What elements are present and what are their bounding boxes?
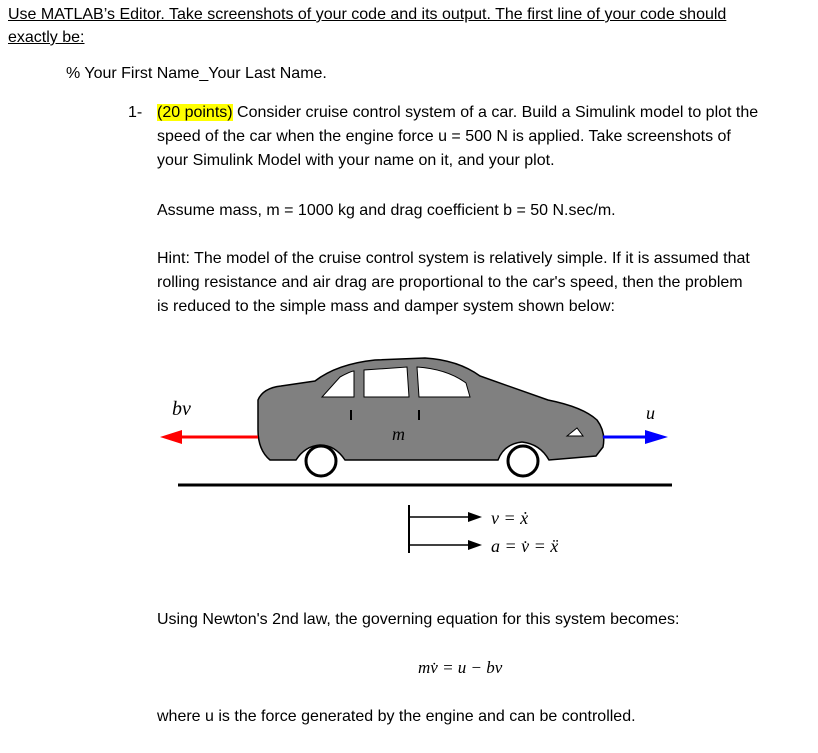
drag-arrow <box>160 430 182 444</box>
assumption-text: Assume mass, m = 1000 kg and drag coefficient b = 50 N.sec/m. <box>157 202 616 219</box>
label-velocity: v = ẋ <box>491 508 529 528</box>
hint-line-2: rolling resistance and air drag are proportional to the car's speed, then the problem <box>157 274 743 291</box>
hint-line-3: is reduced to the simple mass and damper system shown below: <box>157 298 615 315</box>
newton-text: Using Newton's 2nd law, the governing equation for this system becomes: <box>157 611 680 628</box>
car-wheel-front <box>508 446 538 476</box>
problem-line-3: your Simulink Model with your name on it, and your plot. <box>157 152 555 169</box>
points-highlight: (20 points) <box>157 104 233 121</box>
velocity-arrow <box>468 512 482 522</box>
instruction-line-2: exactly be: <box>8 29 85 46</box>
instruction-line-1: Use MATLAB’s Editor. Take screenshots of your code and its output. The first line of your code should <box>8 6 727 23</box>
label-u: u <box>646 403 655 423</box>
first-code-line: % Your First Name_Your Last Name. <box>66 65 327 82</box>
label-m: m <box>392 424 405 444</box>
cruise-control-figure <box>0 340 818 570</box>
governing-equation: mv̇ = u − bv <box>418 658 503 677</box>
hint-line-1: Hint: The model of the cruise control system is relatively simple. If it is assumed that <box>157 250 750 267</box>
car-wheel-rear <box>306 446 336 476</box>
problem-line-1-text: Consider cruise control system of a car. Build a Simulink model to plot the <box>232 104 759 121</box>
acceleration-arrow <box>468 540 482 550</box>
label-acceleration: a = v̇ = ẍ <box>491 536 559 556</box>
car-window-middle <box>364 367 409 397</box>
label-bv: bv <box>172 398 191 420</box>
problem-number: 1- <box>128 104 143 121</box>
where-text: where u is the force generated by the engine and can be controlled. <box>157 708 636 725</box>
problem-line-2: speed of the car when the engine force u = 500 N is applied. Take screenshots of <box>157 128 731 145</box>
problem-line-1 <box>157 101 758 125</box>
force-arrow <box>645 430 668 444</box>
